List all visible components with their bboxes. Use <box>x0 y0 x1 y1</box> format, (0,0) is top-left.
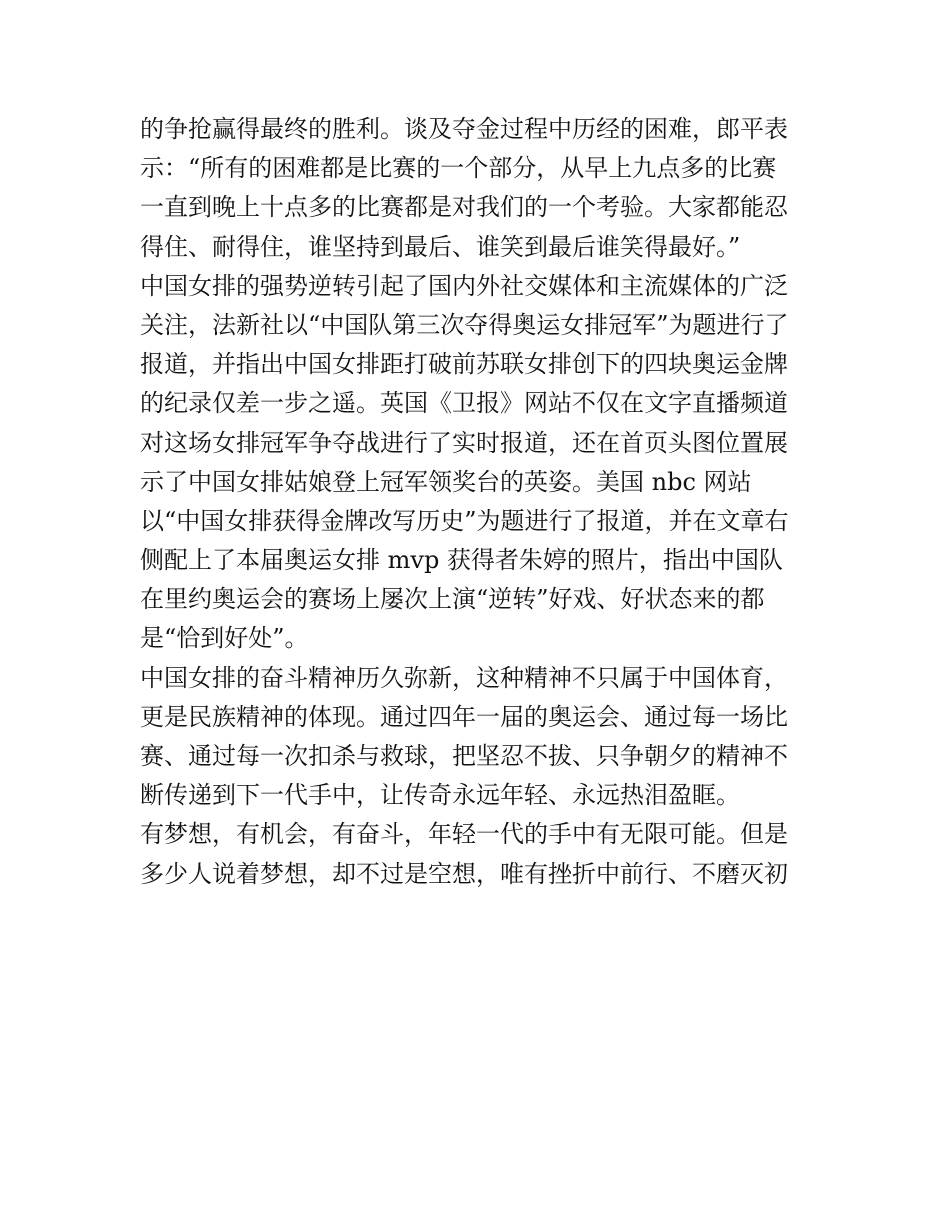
text-line: 是“恰到好处”。 <box>140 624 309 653</box>
text-line: 侧配上了本届奥运女排 mvp 获得者朱婷的照片，指出中国队 <box>140 546 783 575</box>
text-line: 断传递到下一代手中，让传奇永远年轻、永远热泪盈眶。 <box>140 781 740 810</box>
text-line: 对这场女排冠军争夺战进行了实时报道，还在首页头图位置展 <box>140 428 788 457</box>
text-line: 中国女排的奋斗精神历久弥新，这种精神不只属于中国体育， <box>140 663 788 692</box>
text-line: 赛、通过每一次扣杀与救球，把坚忍不拔、只争朝夕的精神不 <box>140 742 788 770</box>
text-line: 有梦想，有机会，有奋斗，年轻一代的手中有无限可能。但是 <box>140 820 788 849</box>
text-line: 更是民族精神的体现。通过四年一届的奥运会、通过每一场比 <box>140 702 788 731</box>
text-line: 一直到晚上十点多的比赛都是对我们的一个考验。大家都能忍 <box>140 193 788 222</box>
text-line: 示：“所有的困难都是比赛的一个部分，从早上九点多的比赛 <box>140 154 777 183</box>
text-line: 以“中国女排获得金牌改写历史”为题进行了报道，并在文章右 <box>140 506 789 535</box>
text-line: 示了中国女排姑娘登上冠军领奖台的英姿。美国 nbc 网站 <box>140 467 752 496</box>
text-line: 的纪录仅差一步之遥。英国《卫报》网站不仅在文字直播频道 <box>140 389 788 418</box>
text-line: 的争抢赢得最终的胜利。谈及夺金过程中历经的困难，郎平表 <box>140 115 788 143</box>
text-line: 得住、耐得住，谁坚持到最后、谁笑到最后谁笑得最好。” <box>140 232 741 261</box>
text-line: 中国女排的强势逆转引起了国内外社交媒体和主流媒体的广泛 <box>140 271 788 300</box>
body-text <box>140 110 830 894</box>
text-line: 在里约奥运会的赛场上屡次上演“逆转”好戏、好状态来的都 <box>140 585 765 614</box>
text-line: 关注，法新社以“中国队第三次夺得奥运女排冠军”为题进行了 <box>140 310 789 339</box>
text-line: 报道，并指出中国女排距打破前苏联女排创下的四块奥运金牌 <box>140 350 788 379</box>
text-line: 多少人说着梦想，却不过是空想，唯有挫折中前行、不磨灭初 <box>140 859 788 888</box>
